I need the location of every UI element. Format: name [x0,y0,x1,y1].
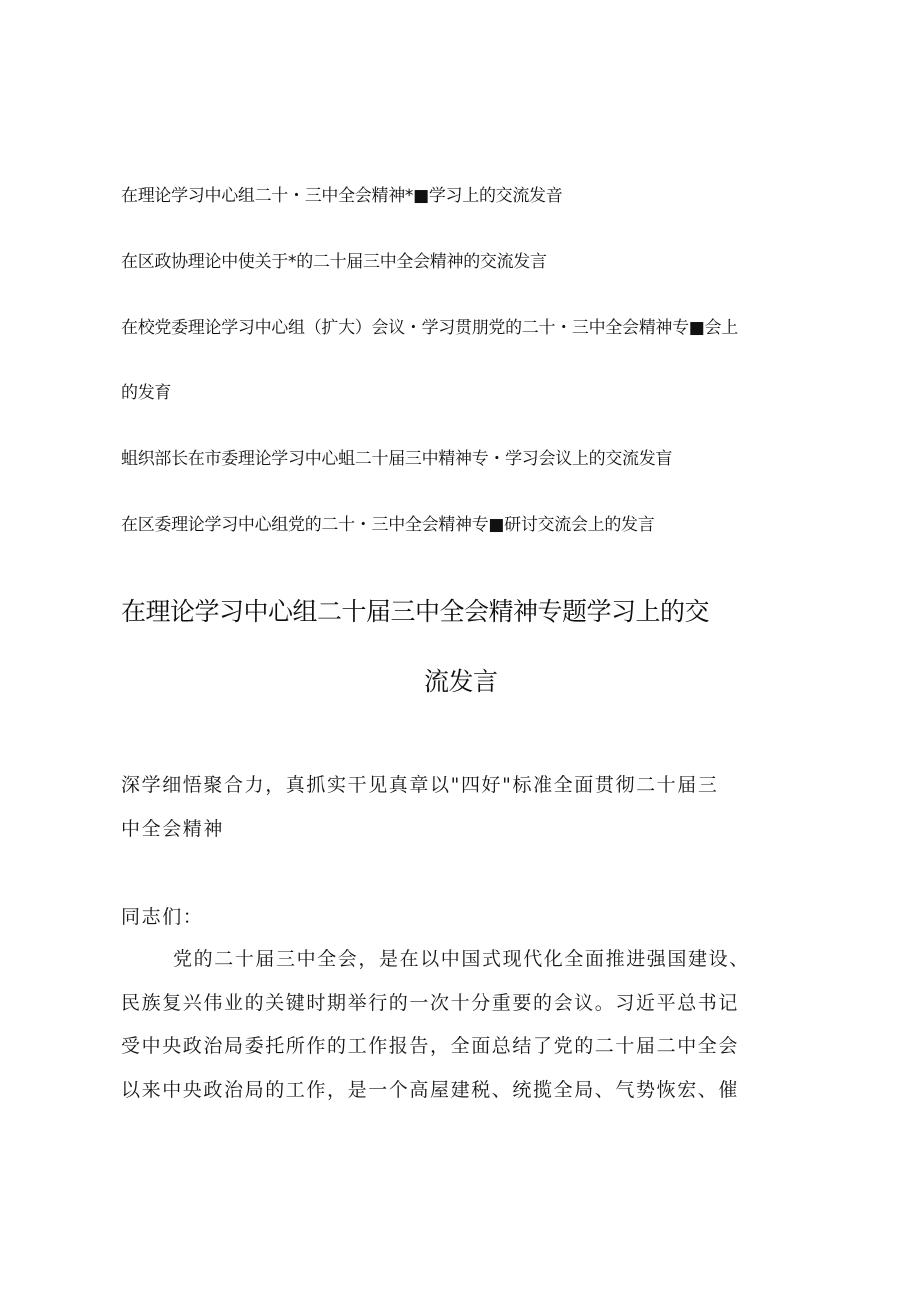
article-subtitle-line-1: 深学细悟聚合力，真抓实干见真章以"四好"标准全面贯彻二十届三 [121,774,719,796]
toc-item: 蛆织部长在市委理论学习中心蛆二十届三中精神专・学习会议上的交流发盲 [121,449,673,469]
toc-item: 在理论学习中心组二十・三中全会精神*■学习上的交流发音 [121,186,563,206]
body-line: 民族复兴伟业的关键时期举行的一次十分重要的会议。习近平总书记 [121,992,740,1014]
article-title-line-2: 流发言 [424,667,498,696]
body-line: 受中央政治局委托所作的工作报告，全面总结了党的二十届二中全会 [121,1035,740,1057]
toc-item: 在区委理论学习中心组党的二十・三中全会精神专■研讨交流会上的发言 [121,515,655,535]
toc-item-continuation: 的发育 [121,383,172,403]
body-line: 党的二十届三中全会，是在以中国式现代化全面推进强国建设、 [173,948,750,970]
article-title-line-1: 在理论学习中心组二十届三中全会精神专题学习上的交 [121,597,710,626]
article-subtitle-line-2: 中全会精神 [121,818,225,840]
toc-item: 在校党委理论学习中心组（扩大）会议・学习贯朋党的二十・三中全会精神专■会上 [121,318,738,338]
toc-item: 在区政协理论中使关于*的二十届三中全会精神的交流发言 [121,252,547,272]
body-line: 以来中央政治局的工作，是一个高屋建税、统揽全局、气势恢宏、催 [121,1079,740,1101]
salutation: 同志们： [121,906,204,928]
